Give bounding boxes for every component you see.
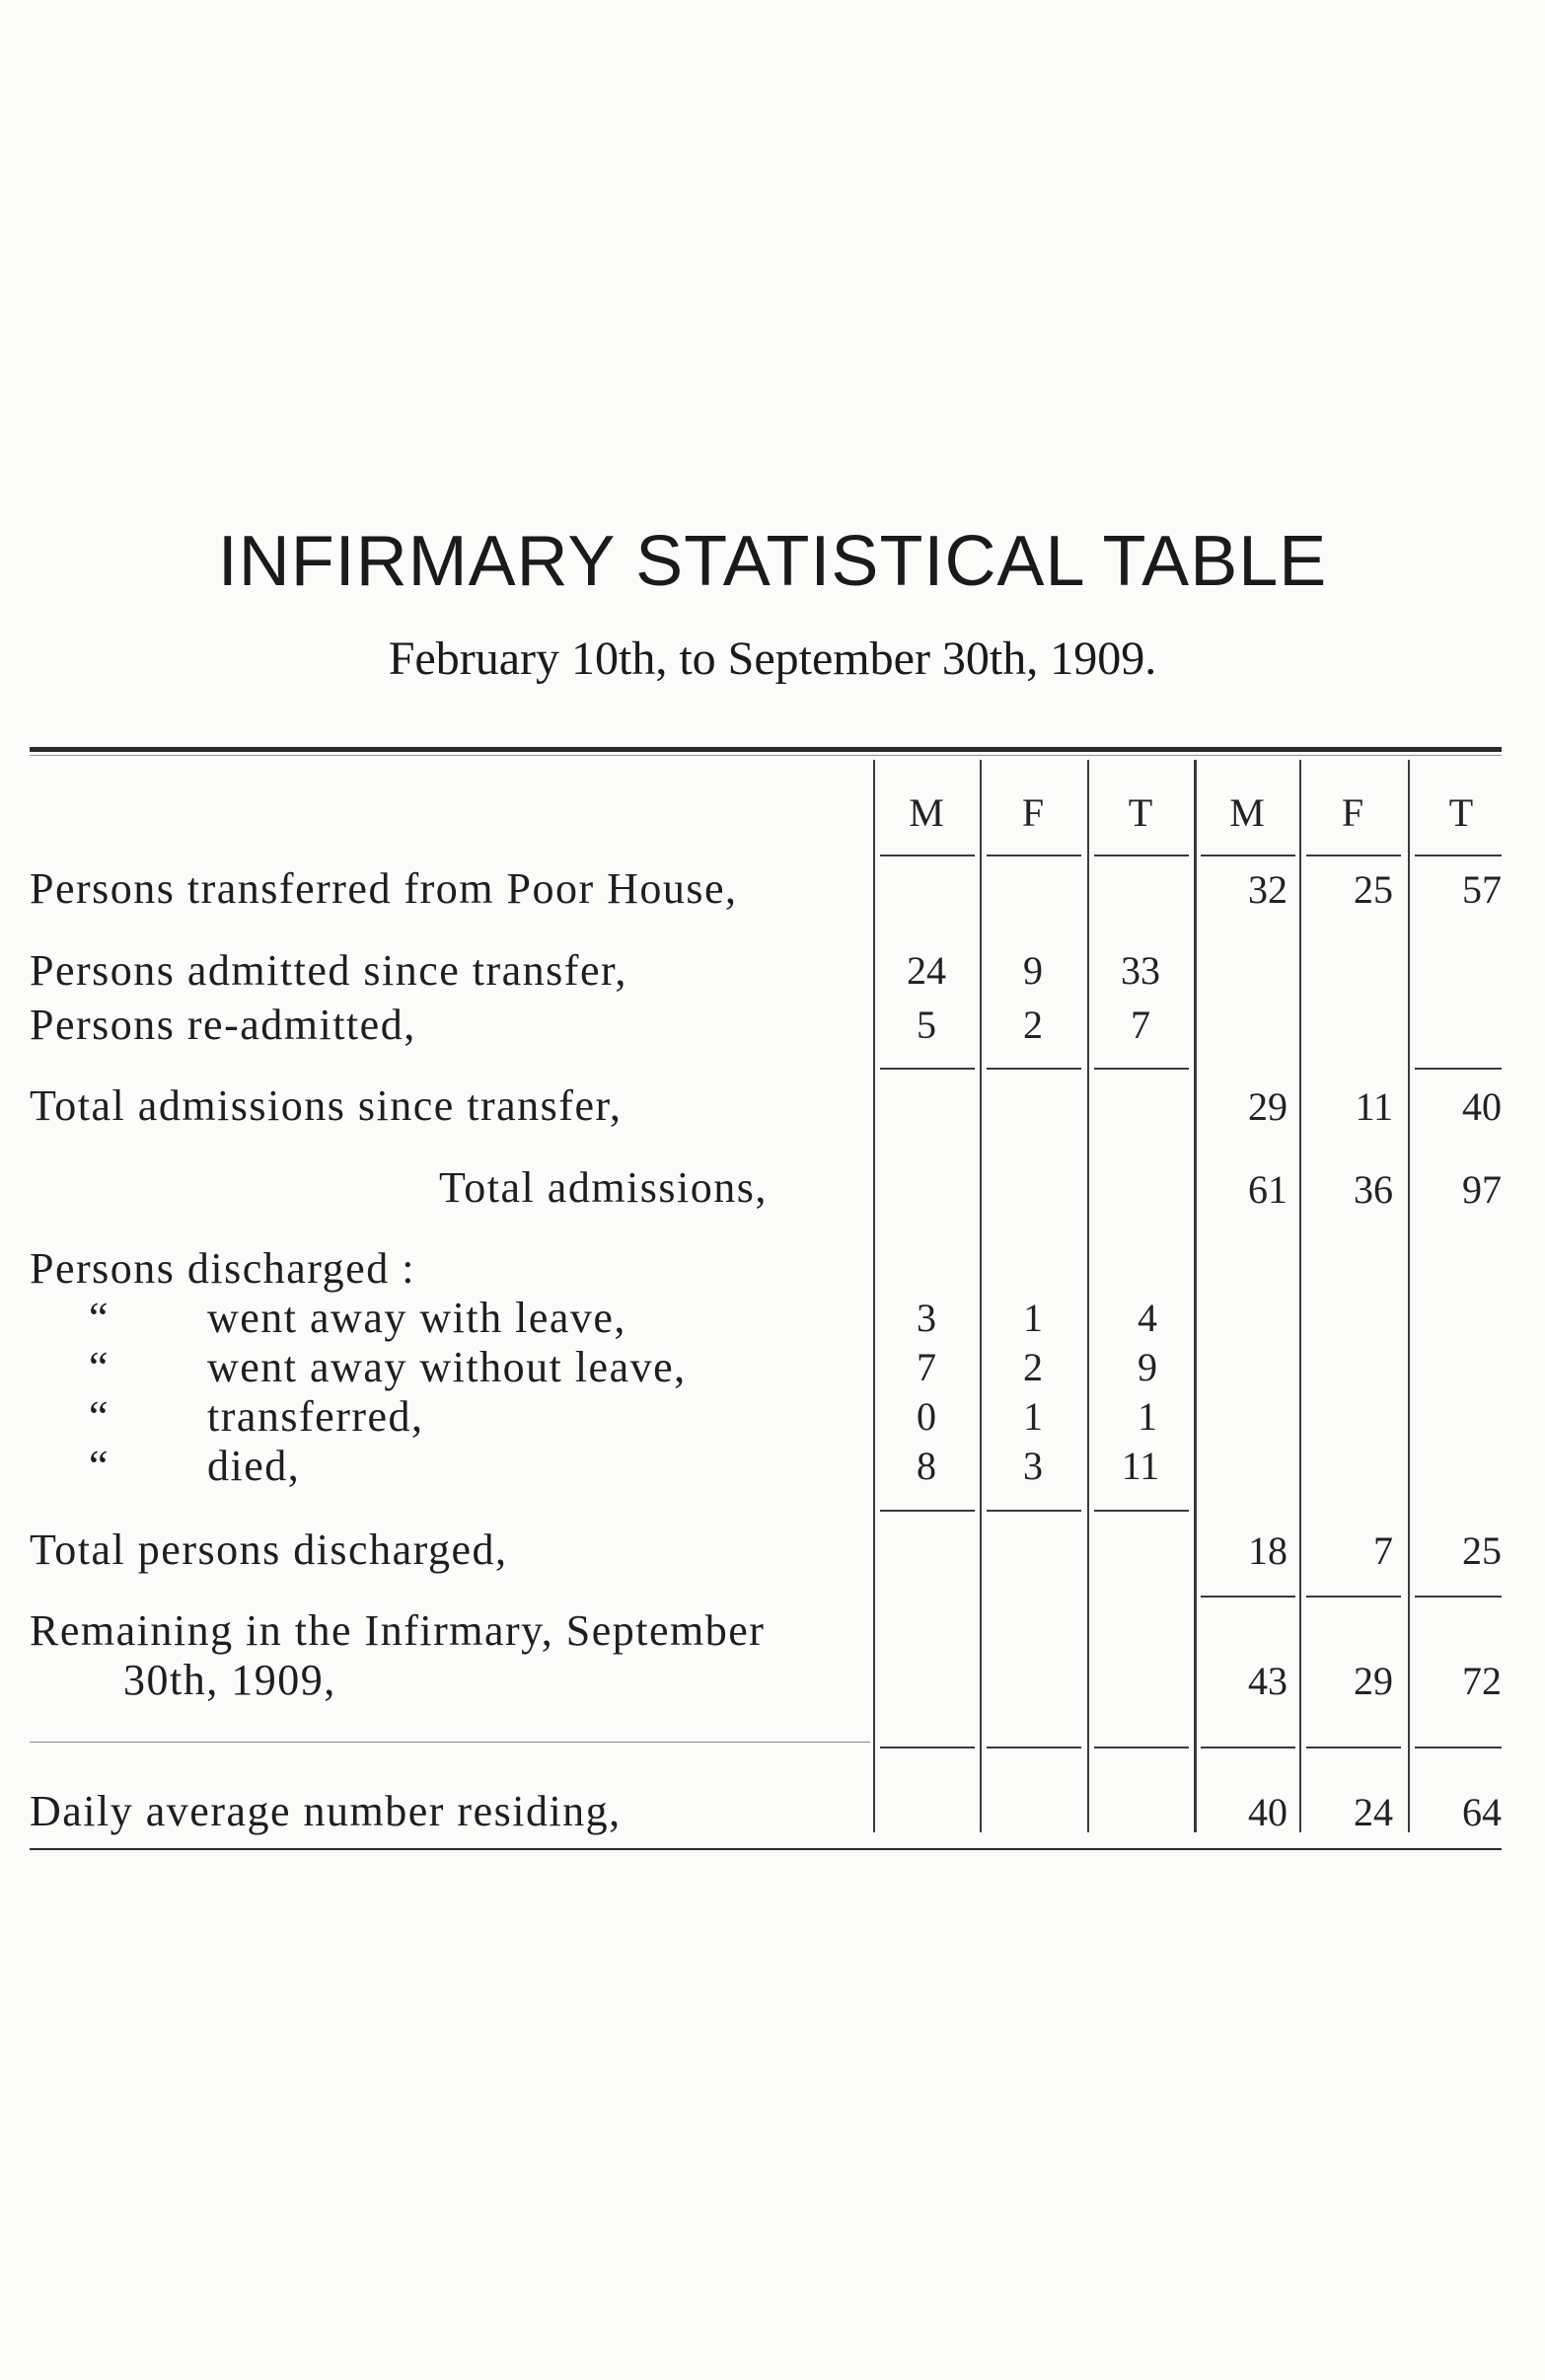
top-rule [30,747,1502,752]
cell-admitted-t: 33 [1121,948,1160,993]
row-label-admitted: Persons admitted since transfer, [30,946,627,995]
cell-remaining-m: 43 [1248,1659,1288,1703]
cell-total-discharged-t: 25 [1462,1528,1502,1573]
cell-total-since-t: 40 [1462,1084,1502,1129]
cell-transferred-out-t: 1 [1138,1394,1157,1439]
cell-total-since-m: 29 [1248,1084,1288,1129]
header-underline [987,855,1081,856]
header-m-right: M [1229,790,1265,835]
cell-total-adm-t: 97 [1462,1167,1502,1212]
page-title: INFIRMARY STATISTICAL TABLE [217,522,1328,601]
cell-remaining-f: 29 [1354,1659,1393,1703]
subtotal-line [1201,1596,1295,1598]
header-underline [1094,855,1189,856]
header-m-left: M [909,790,944,835]
row-label-remaining-line2: 30th, 1909, [123,1656,336,1704]
cell-transferred-m: 32 [1248,867,1288,912]
cell-readmitted-f: 2 [1023,1003,1043,1047]
header-underline [1201,855,1295,856]
cell-daily-m: 40 [1248,1790,1288,1834]
column-divider [1087,760,1089,1832]
row-label-total-discharged: Total persons discharged, [30,1525,508,1574]
cell-died-f: 3 [1023,1444,1043,1488]
header-underline [880,855,975,856]
row-label-total-since-transfer: Total admissions since transfer, [30,1081,623,1130]
header-f-left: F [1021,790,1045,835]
row-label-remaining-line1: Remaining in the Infirmary, September [30,1606,766,1655]
subtotal-line [1415,1068,1502,1070]
cell-total-adm-m: 61 [1248,1167,1288,1212]
row-label-daily-average: Daily average number residing, [30,1787,622,1835]
cell-transferred-t: 57 [1462,867,1502,912]
cell-transferred-f: 25 [1354,867,1393,912]
ditto-mark: “ [89,1294,110,1342]
column-divider [873,760,875,1832]
subtotal-line [987,1068,1081,1070]
ditto-mark: “ [89,1442,110,1490]
header-t-left: T [1128,790,1153,835]
cell-without-leave-t: 9 [1138,1345,1157,1389]
cell-admitted-m: 24 [907,948,946,993]
cell-remaining-t: 72 [1462,1659,1502,1703]
row-label-transferred: Persons transferred from Poor House, [30,864,738,913]
row-label-total-admissions: Total admissions, [439,1163,768,1212]
header-f-right: F [1341,790,1364,835]
row-label-transferred-out: transferred, [207,1392,424,1441]
subtotal-line [880,1747,975,1748]
row-label-without-leave: went away without leave, [207,1343,687,1391]
cell-total-since-f: 11 [1355,1084,1393,1129]
header-t-right: T [1448,790,1474,835]
column-divider [980,760,982,1832]
subtotal-line [1415,1747,1502,1748]
subtotal-line [880,1510,975,1512]
subtotal-line [987,1510,1081,1512]
cell-total-discharged-m: 18 [1248,1528,1288,1573]
cell-admitted-f: 9 [1023,948,1043,993]
subtotal-line [880,1068,975,1070]
cell-without-leave-f: 2 [1023,1345,1043,1389]
bottom-rule [30,1848,1502,1850]
cell-readmitted-t: 7 [1131,1003,1150,1047]
subtotal-line [1094,1747,1189,1748]
row-label-readmitted: Persons re-admitted, [30,1001,416,1049]
row-separator [30,1742,870,1743]
cell-transferred-out-m: 0 [917,1394,936,1439]
subtotal-line [987,1747,1081,1748]
cell-readmitted-m: 5 [917,1003,936,1047]
subtotal-line [1201,1747,1295,1748]
cell-died-t: 11 [1121,1444,1160,1488]
header-underline [1306,855,1401,856]
cell-with-leave-t: 4 [1138,1296,1157,1340]
cell-with-leave-f: 1 [1023,1296,1043,1340]
row-label-with-leave: went away with leave, [207,1294,626,1342]
cell-died-m: 8 [917,1444,936,1488]
subtotal-line [1306,1596,1401,1598]
cell-with-leave-m: 3 [917,1296,936,1340]
row-label-discharged-heading: Persons discharged : [30,1244,415,1293]
subtotal-line [1094,1510,1189,1512]
ditto-mark: “ [89,1392,110,1441]
page-subtitle: February 10th, to September 30th, 1909. [388,632,1157,685]
subtotal-line [1306,1747,1401,1748]
cell-transferred-out-f: 1 [1023,1394,1043,1439]
cell-total-discharged-f: 7 [1373,1528,1393,1573]
top-rule-thin [30,755,1502,756]
cell-without-leave-m: 7 [917,1345,936,1389]
cell-daily-f: 24 [1354,1790,1393,1834]
header-underline [1415,855,1502,856]
cell-total-adm-f: 36 [1354,1167,1393,1212]
row-label-died: died, [207,1442,301,1490]
subtotal-line [1415,1596,1502,1598]
subtotal-line [1094,1068,1189,1070]
ditto-mark: “ [89,1343,110,1391]
cell-daily-t: 64 [1462,1790,1502,1834]
